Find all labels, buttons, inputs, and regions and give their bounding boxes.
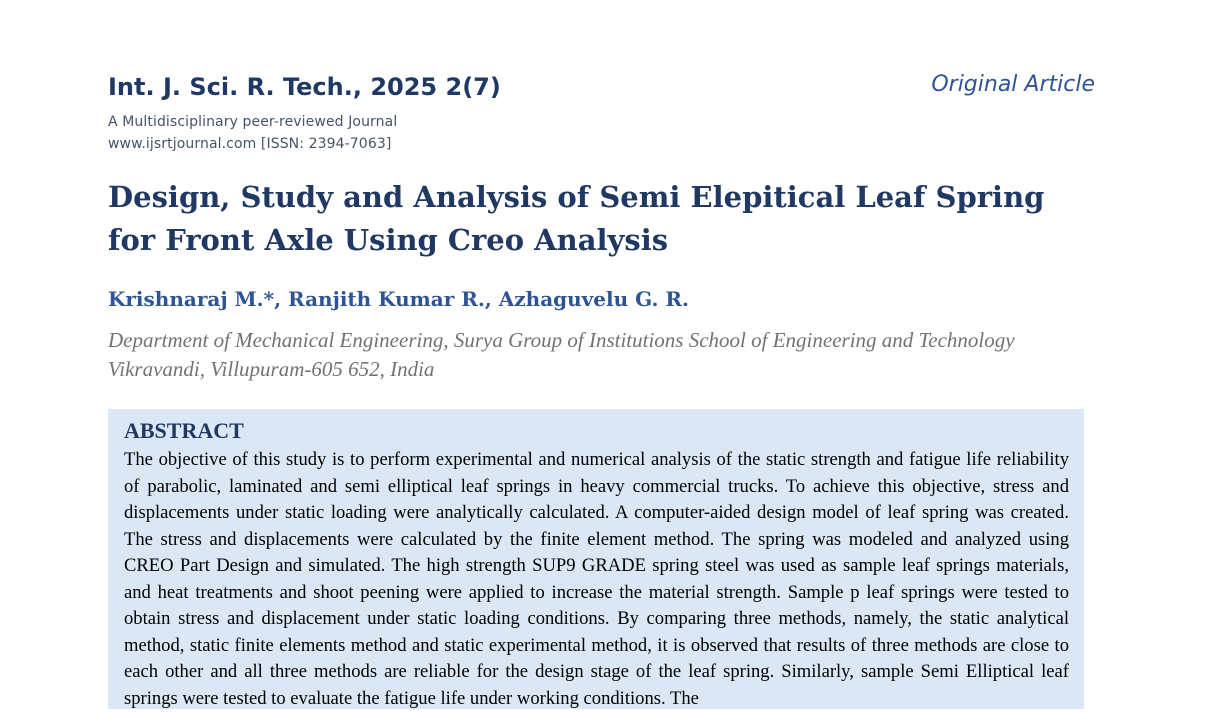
article-type-label: Original Article: [931, 72, 1095, 97]
abstract-section: [108, 409, 1084, 709]
abstract-heading: ABSTRACT: [124, 418, 244, 443]
abstract-text: The objective of this study is to perform experimental and numerical analysis of the static strength and fatigue life reliability of parabolic, laminated and semi elliptical leaf springs in heavy commercial trucks. To achieve this objective, stress and displacements under static loading were analytically calculated. A computer-aided design model of leaf spring was created. The stress and displacements were calculated by the finite element method. The spring was modeled and analyzed using CREO Part Design and simulated. The high strength SUP9 GRADE spring steel was used as sample leaf springs materials, and heat treatments and shoot peening were applied to increase the material strength. Sample p leaf springs were tested to obtain stress and displacement under static loading conditions. By comparing three methods, namely, the static analytical method, static finite elements method and static experimental method, it is observed that results of three methods are close to each other and all three methods are reliable for the design stage of the leaf spring. Similarly, sample Semi Elliptical leaf springs were tested to evaluate the fatigue life under working conditions. The: [124, 449, 1069, 709]
affiliation-department: Department of Mechanical Engineering, Surya Group of Institutions School of Engineering and Technology: [108, 328, 1015, 352]
affiliation-location: Vikravandi, Villupuram-605 652, India: [108, 357, 435, 381]
journal-name: Int. J. Sci. R. Tech., 2025 2(7): [108, 73, 501, 101]
paper-title: Design, Study and Analysis of Semi Elepitical Leaf Spring for Front Axle Using Creo Analysis: [108, 180, 1045, 257]
journal-subtitle: A Multidisciplinary peer-reviewed Journal: [108, 114, 398, 130]
author-list: Krishnaraj M.*, Ranjith Kumar R., Azhaguvelu G. R.: [108, 287, 689, 311]
journal-website: www.ijsrtjournal.com [ISSN: 2394-7063]: [108, 136, 392, 152]
